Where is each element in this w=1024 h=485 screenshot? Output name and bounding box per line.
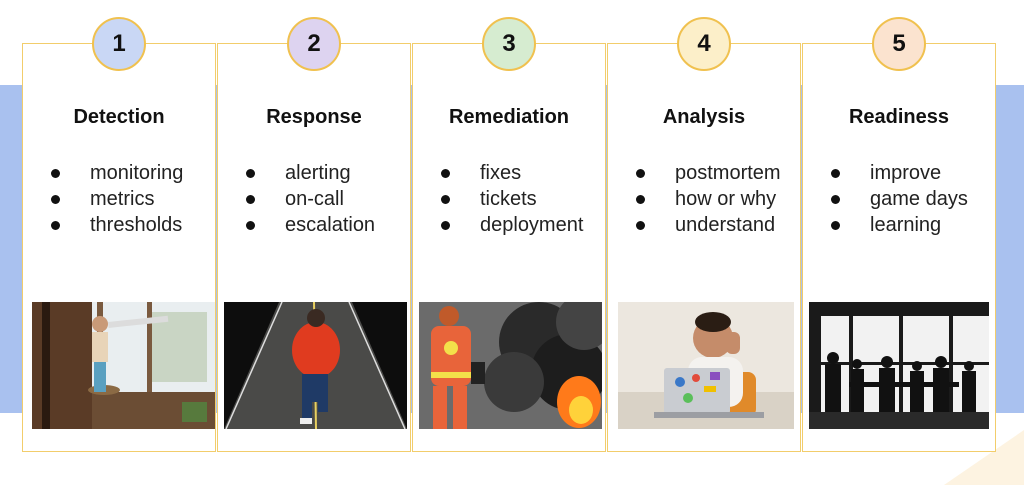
bullet-item bbox=[242, 212, 406, 238]
bullet-text: improve bbox=[870, 161, 942, 184]
stage-title: Analysis bbox=[662, 106, 746, 128]
bullet-item bbox=[437, 186, 601, 212]
bullet-item bbox=[827, 212, 991, 238]
bullet-text: game days bbox=[870, 187, 968, 210]
bullet-item bbox=[632, 186, 796, 212]
bullet-text: monitoring bbox=[90, 161, 184, 184]
bullet-text: learning bbox=[870, 213, 942, 236]
boy-with-telescope-image bbox=[32, 302, 215, 429]
bullet-item bbox=[632, 212, 796, 238]
bullet-text: escalation bbox=[285, 213, 376, 236]
stage-card-response bbox=[217, 30, 411, 452]
bullet-item bbox=[437, 212, 601, 238]
bullet-dot-icon bbox=[441, 221, 450, 230]
bullet-list bbox=[632, 160, 796, 238]
team-silhouettes-at-window-image bbox=[809, 302, 989, 429]
stage-number: 5 bbox=[892, 30, 906, 57]
stage-card-analysis bbox=[607, 30, 801, 452]
bullet-dot-icon bbox=[246, 221, 255, 230]
bullet-text: understand bbox=[675, 213, 776, 236]
bullet-dot-icon bbox=[441, 195, 450, 204]
bullet-dot-icon bbox=[441, 169, 450, 178]
bullet-item bbox=[827, 160, 991, 186]
bullet-text: on-call bbox=[285, 187, 344, 210]
stage-number: 3 bbox=[502, 30, 516, 57]
bullet-text: thresholds bbox=[90, 213, 183, 236]
bullet-text: tickets bbox=[480, 187, 537, 210]
bullet-dot-icon bbox=[246, 169, 255, 178]
bullet-item bbox=[47, 212, 211, 238]
stage-card-remediation bbox=[412, 30, 606, 452]
bullet-dot-icon bbox=[636, 195, 645, 204]
bullet-dot-icon bbox=[831, 195, 840, 204]
runner-on-road-at-night-image bbox=[224, 302, 407, 429]
stage-number-circle bbox=[482, 17, 536, 71]
bullet-text: metrics bbox=[90, 187, 155, 210]
bullet-text: how or why bbox=[675, 187, 777, 210]
bullet-dot-icon bbox=[831, 221, 840, 230]
stage-title: Remediation bbox=[448, 106, 570, 128]
stage-number: 2 bbox=[307, 30, 321, 57]
bullet-text: deployment bbox=[480, 213, 584, 236]
bullet-dot-icon bbox=[636, 221, 645, 230]
stage-title: Detection bbox=[73, 106, 165, 128]
stage-number: 4 bbox=[697, 30, 711, 57]
stage-number: 1 bbox=[112, 30, 126, 57]
bullet-dot-icon bbox=[51, 221, 60, 230]
bullet-item bbox=[632, 160, 796, 186]
bullet-dot-icon bbox=[636, 169, 645, 178]
stage-card-detection bbox=[22, 30, 216, 452]
bullet-item bbox=[47, 186, 211, 212]
bullet-dot-icon bbox=[51, 169, 60, 178]
stressed-man-at-laptop-image bbox=[618, 302, 794, 429]
stage-number-circle bbox=[872, 17, 926, 71]
stage-card-readiness bbox=[802, 30, 996, 452]
bullet-item bbox=[242, 186, 406, 212]
bullet-text: alerting bbox=[285, 161, 351, 184]
bullet-list bbox=[827, 160, 991, 238]
stage-number-circle bbox=[677, 17, 731, 71]
stage-title: Readiness bbox=[848, 106, 950, 128]
bullet-item bbox=[47, 160, 211, 186]
bullet-item bbox=[242, 160, 406, 186]
bullet-dot-icon bbox=[246, 195, 255, 204]
bullet-list bbox=[47, 160, 211, 238]
firefighter-and-smoke-image bbox=[419, 302, 602, 429]
bullet-item bbox=[437, 160, 601, 186]
bullet-list bbox=[437, 160, 601, 238]
bullet-text: postmortem bbox=[675, 161, 781, 184]
bullet-dot-icon bbox=[51, 195, 60, 204]
stage-title: Response bbox=[266, 106, 362, 128]
bullet-item bbox=[827, 186, 991, 212]
bullet-dot-icon bbox=[831, 169, 840, 178]
stage-number-circle bbox=[92, 17, 146, 71]
stage-number-circle bbox=[287, 17, 341, 71]
bullet-text: fixes bbox=[480, 161, 522, 184]
bullet-list bbox=[242, 160, 406, 238]
